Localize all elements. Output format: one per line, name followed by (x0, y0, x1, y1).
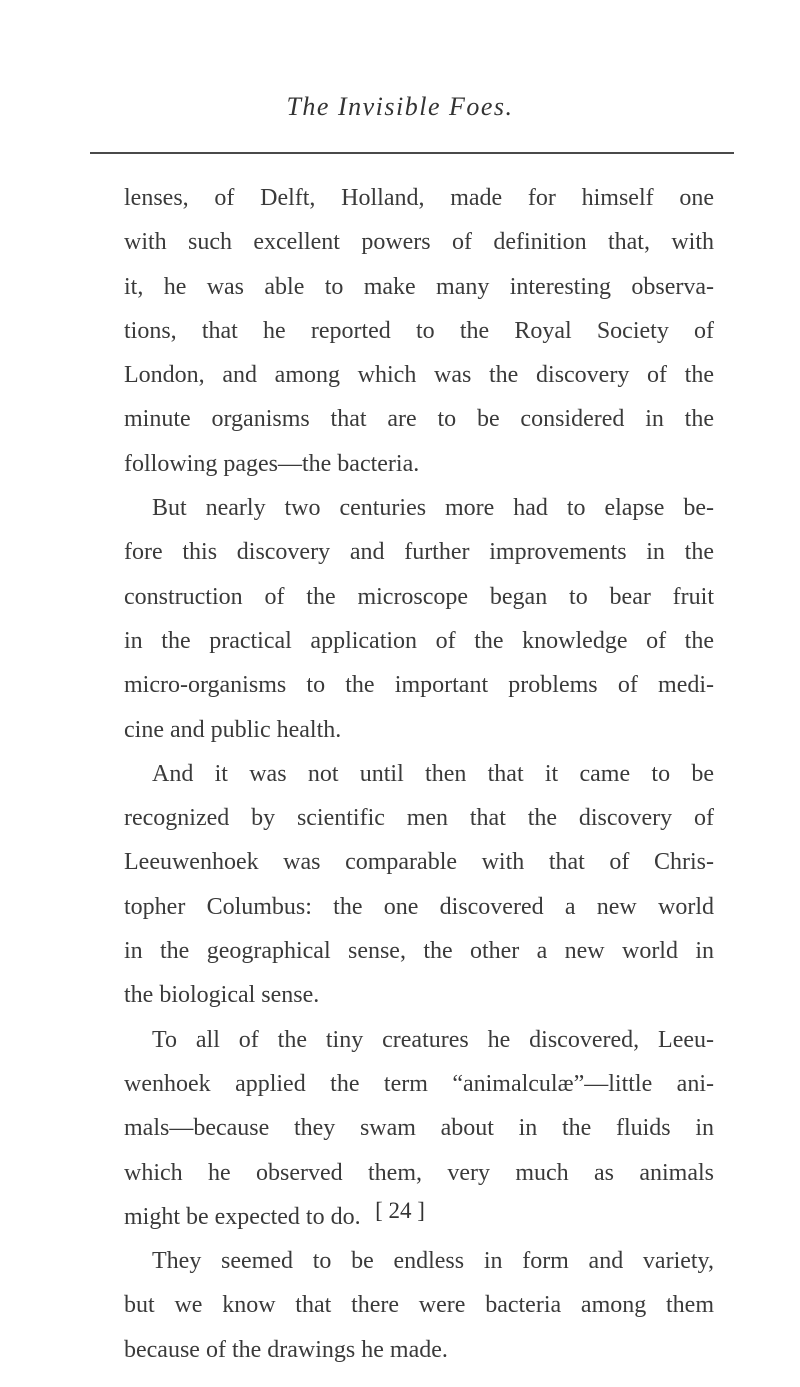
text-line: lenses, of Delft, Holland, made for himself one (124, 185, 714, 211)
text-line: because of the drawings he made. (124, 1336, 448, 1363)
text-line: tions, that he reported to the Royal Society of (124, 317, 714, 344)
body-text (124, 176, 714, 1372)
text-line: it, he was able to make many interesting observa- (124, 273, 714, 300)
text-line: construction of the microscope began to bear fruit (124, 583, 714, 610)
page-number: [ 24 ] (375, 1198, 425, 1223)
text-line: the biological sense. (124, 982, 320, 1009)
text-line: London, and among which was the discovery of the (124, 362, 714, 389)
text-line: recognized by scientific men that the discovery of (124, 805, 714, 832)
text-line: They seemed to be endless in form and variety, (152, 1248, 714, 1275)
text-line: And it was not until then that it came to be (152, 760, 714, 787)
text-line: But nearly two centuries more had to elapse be- (152, 495, 714, 522)
text-line: following pages—the bacteria. (124, 450, 420, 477)
text-line: in the practical application of the knowledge of the (124, 627, 714, 654)
text-line: minute organisms that are to be considered in the (124, 406, 714, 433)
text-line: in the geographical sense, the other a new world in (124, 938, 714, 965)
text-line: mals—because they swam about in the fluids in (124, 1115, 714, 1142)
text-line: micro-organisms to the important problems of medi- (124, 672, 714, 699)
text-line: Leeuwenhoek was comparable with that of Chris- (124, 849, 714, 876)
running-head: The Invisible Foes. (286, 92, 514, 121)
text-line: wenhoek applied the term “animalculæ”—little ani- (124, 1070, 714, 1097)
text-line: might be expected to do. (124, 1203, 361, 1230)
text-line: cine and public health. (124, 716, 342, 743)
text-line: but we know that there were bacteria among them (124, 1292, 714, 1319)
header-rule (90, 152, 734, 154)
text-line: with such excellent powers of definition that, with (124, 229, 714, 256)
text-line: fore this discovery and further improvements in the (124, 539, 714, 566)
text-line: To all of the tiny creatures he discovered, Leeu- (152, 1026, 714, 1053)
text-line: topher Columbus: the one discovered a new world (124, 893, 714, 920)
text-line: which he observed them, very much as animals (124, 1159, 714, 1186)
